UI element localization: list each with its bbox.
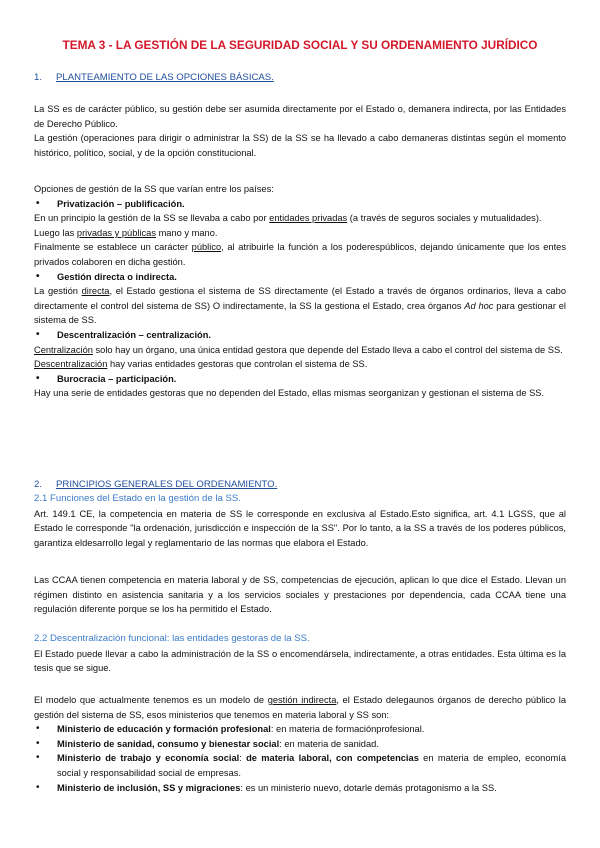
- subheading-2-2: 2.2 Descentralización funcional: las entidades gestoras de la SS.: [34, 633, 310, 644]
- bullet-burocracia: • Burocracia – participación.: [34, 372, 566, 387]
- section-2-title: [34, 479, 277, 490]
- paragraph: [34, 226, 566, 241]
- paragraph: [34, 211, 566, 226]
- italic-text: Ad hoc: [464, 300, 494, 311]
- text-span: , el Estado delegaunos órganos de derecho público la gestión del sistema de SS, esos ministerios que tenemos en materia laboral y SS son:: [34, 695, 566, 720]
- text-span: Luego las: [34, 227, 77, 238]
- paragraph: Art. 149.1 CE, la competencia en materia de SS le corresponde en exclusiva al Estado.Esto significa, art. 4.1 LGSS, que al Estado le corresponde "la ordenación, jurisdicción e inspección de la SS". Por lo tanto, a la SS a través de los poderes públicos, garantiza eldesarrollo legal y reglamentario de las normas que elabora el Estado.: [34, 508, 566, 548]
- paragraph: [34, 357, 566, 372]
- ministries-block: [34, 693, 566, 795]
- ministry-name: Ministerio de trabajo y economía social: [57, 753, 240, 764]
- section-2-1: [34, 492, 566, 550]
- section-2-heading-text: PRINCIPIOS GENERALES DEL ORDENAMIENTO.: [56, 479, 278, 490]
- paragraph: Hay una serie de entidades gestoras que no dependen del Estado, ellas mismas seorganizan y gestionan el sistema de SS.: [34, 388, 545, 399]
- section-1-heading: [34, 70, 566, 86]
- subheading-2-1: 2.1 Funciones del Estado en la gestión de la SS.: [34, 493, 241, 504]
- section-1-heading-text: PLANTEAMIENTO DE LAS OPCIONES BÁSICAS.: [56, 72, 274, 83]
- paragraph: La gestión (operaciones para dirigir o administrar la SS) de la SS se ha llevado a cabo demaneras distintas según el momento histórico, político, social, y de la opción constitucional.: [34, 133, 566, 158]
- text-span: La gestión: [34, 286, 82, 297]
- underlined-text: público: [191, 242, 222, 253]
- section-1-number: 1.: [34, 72, 43, 83]
- paragraph: El Estado puede llevar a cabo la administración de la SS o encomendársela, indirectamente, a otras entidades. Esta última es la tesis que se sigue.: [34, 648, 566, 674]
- ministry-desc: en materia de empleo, economía social y responsabilidad social de empresas.: [57, 753, 566, 778]
- text-span: para gestionar el sistema de SS.: [34, 300, 566, 326]
- text-span: Finalmente se establece un carácter: [34, 242, 192, 253]
- options-block: [34, 182, 566, 401]
- underlined-text: entidades privadas: [269, 213, 348, 224]
- text-span: mano y mano.: [155, 227, 218, 238]
- ministry-name: Ministerio de educación y formación profesional: [57, 724, 271, 735]
- ministry-desc: : es un ministerio nuevo, dotarle demás protagonismo a la SS.: [240, 782, 497, 793]
- ministry-desc: :: [239, 753, 247, 764]
- document-title: TEMA 3 - LA GESTIÓN DE LA SEGURIDAD SOCIAL Y SU ORDENAMIENTO JURÍDICO: [62, 38, 538, 52]
- text-span: El modelo que actualmente tenemos es un modelo de: [34, 695, 268, 705]
- bullet-gestion: • Gestión directa o indirecta.: [34, 270, 566, 285]
- section-1-title: [34, 72, 274, 83]
- underlined-text: privadas y públicas: [76, 227, 156, 238]
- text-span: , el Estado gestiona el sistema de SS directamente (el Estado a través de órganos ordinarios, lleva a cabo directamente el control del sistema de SS) O indirectamente, la SS la gestiona el Estado, crea órganos: [34, 286, 566, 311]
- ministry-name: Ministerio de sanidad, consumo y bienestar social: [57, 738, 280, 749]
- text-span: En un principio la gestión de la SS se llevaba a cabo por: [34, 213, 270, 224]
- section-1-body: [34, 102, 566, 160]
- text-span: solo hay un órgano, una única entidad gestora que depende del Estado lleva a cabo el control del sistema de SS.: [92, 344, 563, 355]
- paragraph: [34, 284, 566, 328]
- underlined-text: directa: [81, 286, 110, 297]
- ministry-item: [34, 751, 566, 780]
- paragraph: [34, 240, 566, 269]
- section-2-heading: [34, 477, 566, 493]
- ministry-item: [34, 737, 566, 752]
- paragraph: Las CCAA tienen competencia en materia laboral y de SS, competencias de ejecución, aplican lo que dice el Estado. Llevan un régimen distinto en asistencia sanitaria y a los servicios sociales y prestaciones por dependencia, cada CCAA tiene una regulación diferente porque se los ha permitido el Estado.: [34, 575, 566, 615]
- ministry-item: [34, 781, 566, 796]
- text-span: , al atribuirle la función a los poderespúblicos, dejando únicamente que los entes privados colaboren en dicha gestión.: [34, 242, 566, 267]
- ccaa-block: [34, 573, 566, 617]
- ministry-desc: : en materia de sanidad.: [279, 738, 379, 749]
- bullet-privatizacion: • Privatización – publificación.: [34, 197, 566, 212]
- ministry-name: Ministerio de inclusión, SS y migraciones: [57, 782, 241, 793]
- ministry-name: de materia laboral, con competencias: [246, 753, 419, 764]
- ministry-item: [34, 722, 566, 737]
- text-span: hay varias entidades gestoras que controlan el sistema de SS.: [107, 359, 368, 370]
- paragraph: [34, 693, 566, 722]
- paragraph: [34, 343, 566, 358]
- text-span: (a través de seguros sociales y mutualidades).: [347, 213, 542, 224]
- paragraph: La SS es de carácter público, su gestión debe ser asumida directamente por el Estado o, demanera indirecta, por las Entidades de Derecho Público.: [34, 104, 566, 129]
- section-2-2: [34, 632, 566, 676]
- ministry-desc: : en materia de formaciónprofesional.: [270, 724, 425, 735]
- underlined-text: gestión indirecta: [267, 695, 337, 705]
- section-2-number: 2.: [34, 479, 43, 490]
- underlined-text: Centralización: [34, 344, 93, 355]
- paragraph: Opciones de gestión de la SS que varían entre los países:: [34, 184, 274, 194]
- bullet-descentralizacion: • Descentralización – centralización.: [34, 328, 566, 343]
- underlined-text: Descentralización: [34, 359, 108, 370]
